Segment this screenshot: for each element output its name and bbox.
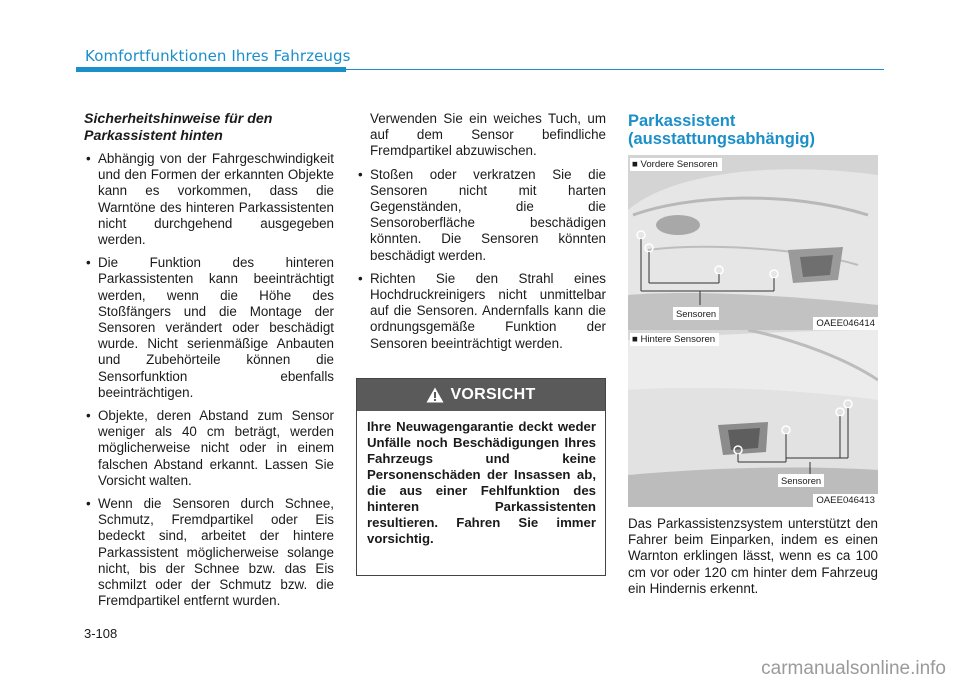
section-header-title: Komfortfunktionen Ihres Fahrzeugs [85,47,351,65]
rear-bumper-illustration [628,330,878,507]
rear-sensors-label: ■ Hintere Sensoren [630,333,719,346]
rear-figure-code: OAEE046413 [813,494,878,507]
header-divider-line [346,69,884,70]
page-number: 3-108 [84,626,118,641]
caution-header [357,379,605,411]
bullet-item: • Stoßen oder verkratzen Sie die Sensoren nicht mit harten Gegenständen, die die Sensoroberfläche beschädigen könnten. Die Sensoren könnten beschädigt werden. [356,167,606,264]
front-figure-code: OAEE046414 [813,317,878,330]
front-sensors-figure [628,155,878,330]
bullet-item: • Wenn die Sensoren durch Schnee, Schmutz, Fremdpartikel oder Eis bedeckt sind, arbeitet der hintere Parkassistent möglicherweise solange nicht, bis der Schnee bzw. das Eis schmilzt oder der Schmutz bzw. die Fremdpartikel entfernt wurden. [84,496,334,609]
continuation-paragraph: Verwenden Sie ein weiches Tuch, um auf dem Sensor befindliche Fremdpartikel abzuwischen. [370,111,606,159]
caution-heading: VORSICHT [450,386,536,403]
caution-box [356,378,606,576]
warning-triangle-icon [426,387,444,403]
bullet-item: • Abhängig von der Fahrgeschwindigkeit und den Formen der erkannten Objekte kann es vorkommen, dass die Warntöne des hinteren Parkassistenten nicht durchgehend ausgegeben werden. [84,151,334,248]
bullet-item: • Richten Sie den Strahl eines Hochdruckreinigers nicht unmittelbar auf die Sensoren. Andernfalls kann die ordnungsgemäße Funktion der Sensoren beeinträchtigt werden. [356,271,606,352]
header-accent-bar [76,67,346,72]
front-sensors-label: ■ Vordere Sensoren [630,158,722,171]
middle-bullet-list [356,167,606,352]
caution-text: Ihre Neuwagengarantie deckt weder Unfälle noch Beschädigungen Ihres Fahrzeugs und keine Personenschäden der Insassen ab, die aus einer Fehlfunktion des hinteren Parkassistenten resultieren. Fahren Sie immer vorsichtig. [367,419,596,546]
front-sensor-callout: Sensoren [673,307,719,320]
bullet-item: • Die Funktion des hinteren Parkassistenten kann beeinträchtigt werden, wenn die Höhe des Stoßfängers und die Montage der Sensoren verändert oder beschädigt wurde. Nicht serienmäßige Anbauten und Zubehörteile können die Sensorfunktion ebenfalls beeinträchtigen. [84,255,334,401]
bullet-item: • Objekte, deren Abstand zum Sensor weniger als 40 cm beträgt, werden möglicherweise nicht oder in einem falschen Abstand erkannt. Lassen Sie Vorsicht walten. [84,408,334,489]
rear-sensor-callout: Sensoren [778,474,824,487]
column-left [84,111,334,616]
column-middle [356,111,606,359]
parking-assist-title: Parkassistent (ausstattungsabhängig) [628,112,816,148]
safety-bullet-list [84,151,334,609]
safety-subtitle: Sicherheitshinweise für den Parkassistent hinten [84,111,273,144]
front-bumper-illustration [628,155,878,330]
parking-assist-description: Das Parkassistenzsystem unterstützt den Fahrer beim Einparken, indem es einen Warnton erklingen lässt, wenn es ca 100 cm vor oder 120 cm hinter dem Fahrzeug ein Hindernis erkennt. [628,516,878,596]
watermark-text: carmanualsonline.info [761,658,946,679]
rear-sensors-figure [628,330,878,507]
